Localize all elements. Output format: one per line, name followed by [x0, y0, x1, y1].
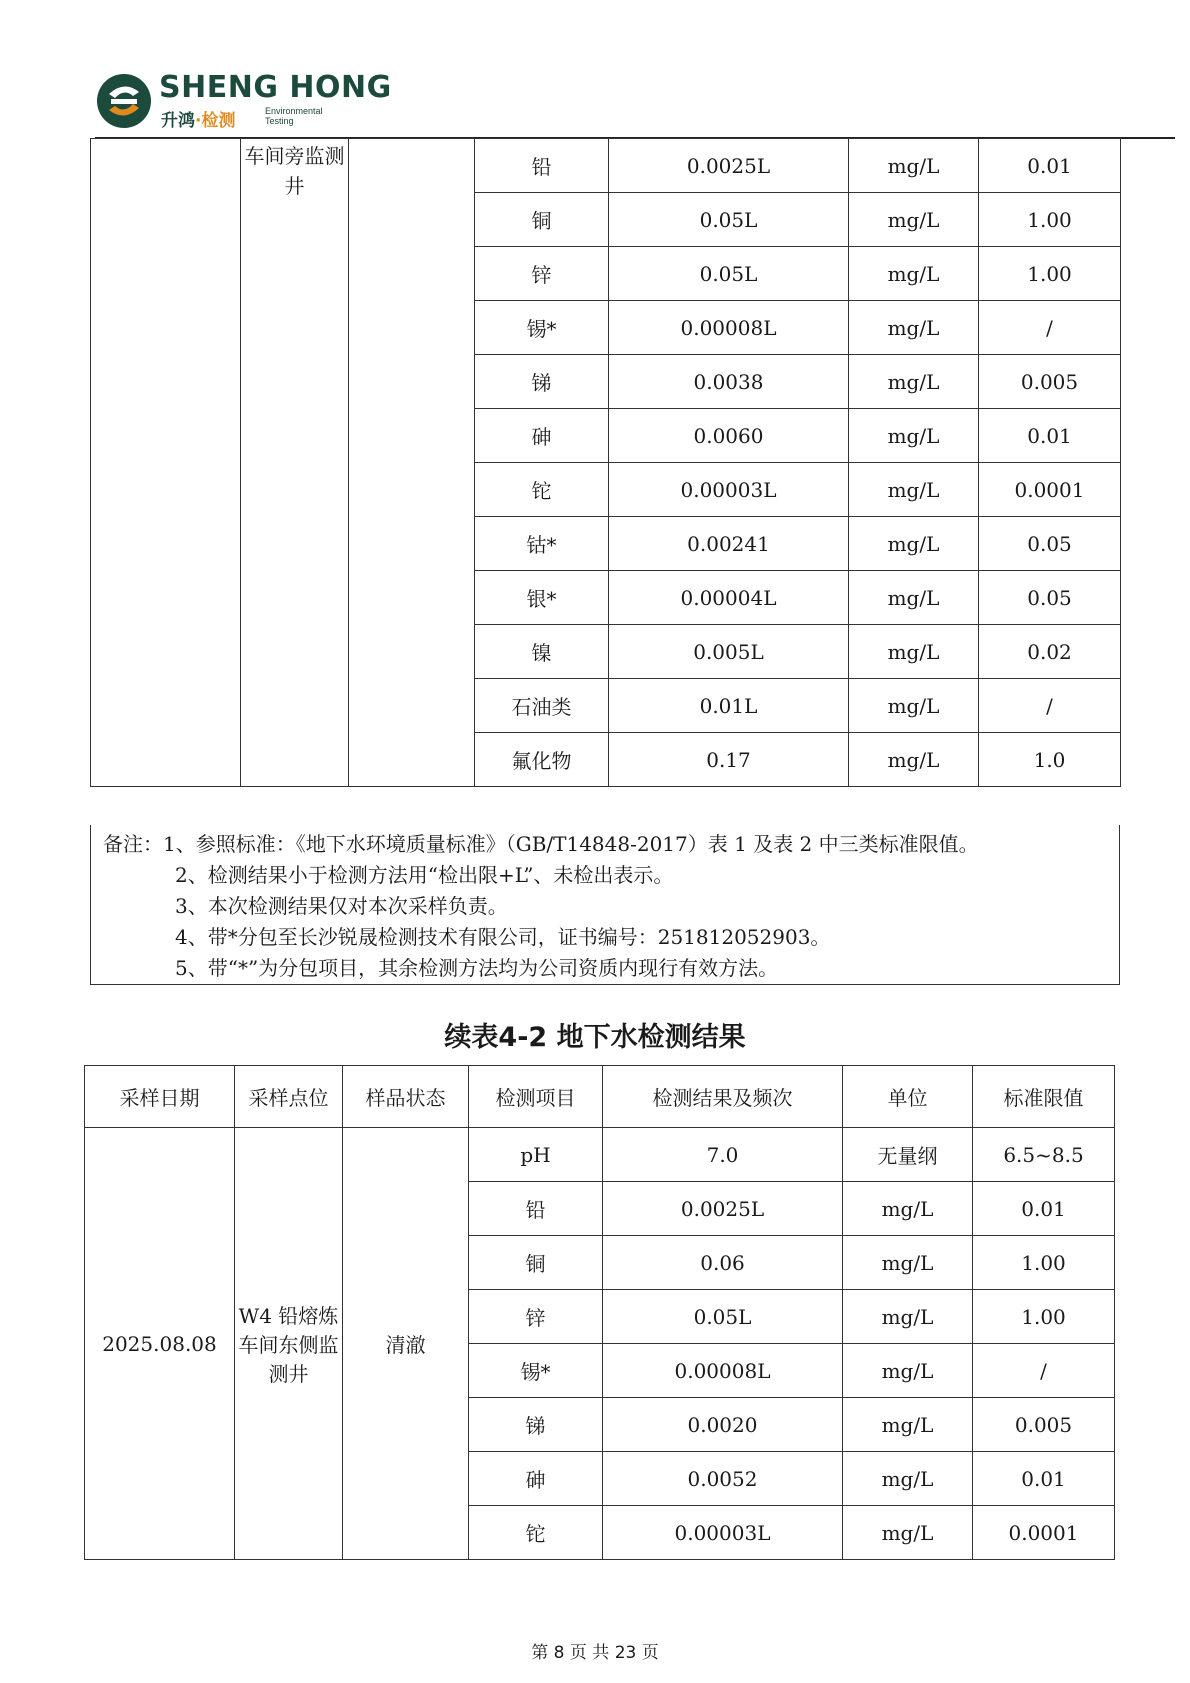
unit-cell: mg/L [849, 517, 979, 571]
item-cell: 铊 [475, 463, 609, 517]
result-cell: 0.05L [609, 247, 849, 301]
item-cell: 锑 [475, 355, 609, 409]
unit-cell: mg/L [843, 1290, 973, 1344]
unit-cell: 无量纲 [843, 1128, 973, 1182]
limit-cell: / [979, 679, 1121, 733]
result-cell: 0.00008L [609, 301, 849, 355]
item-cell: 锡* [469, 1344, 603, 1398]
unit-cell: mg/L [843, 1182, 973, 1236]
result-cell: 0.00004L [609, 571, 849, 625]
item-cell: 氟化物 [475, 733, 609, 787]
header-row [85, 1066, 1115, 1128]
note-1: 1、参照标准：《地下水环境质量标准》（GB/T14848-2017）表 1 及表 2 中三类标准限值。 [163, 832, 979, 856]
limit-cell: 0.05 [979, 571, 1121, 625]
column-header: 检测结果及频次 [603, 1066, 843, 1128]
item-cell: 砷 [469, 1452, 603, 1506]
result-cell: 0.0025L [609, 139, 849, 193]
notes-box [90, 825, 1120, 985]
unit-cell: mg/L [843, 1398, 973, 1452]
limit-cell: 0.0001 [979, 463, 1121, 517]
limit-cell: 0.01 [973, 1452, 1115, 1506]
item-cell: 石油类 [475, 679, 609, 733]
result-cell: 0.00241 [609, 517, 849, 571]
item-cell: 锑 [469, 1398, 603, 1452]
item-cell: pH [469, 1128, 603, 1182]
result-cell: 0.0020 [603, 1398, 843, 1452]
item-cell: 镍 [475, 625, 609, 679]
unit-cell: mg/L [849, 409, 979, 463]
limit-cell: / [973, 1344, 1115, 1398]
unit-cell: mg/L [849, 139, 979, 193]
unit-cell: mg/L [849, 355, 979, 409]
brand-tagline-line1: Environmental [265, 106, 323, 116]
note-4: 4、带*分包至长沙锐晟检测技术有限公司，证书编号：251812052903。 [175, 925, 831, 949]
item-cell: 铜 [469, 1236, 603, 1290]
result-cell: 0.0025L [603, 1182, 843, 1236]
item-cell: 锌 [475, 247, 609, 301]
table-row [91, 139, 1121, 193]
item-cell: 铜 [475, 193, 609, 247]
sampling-point-cell: 车间旁监测井 [241, 139, 349, 787]
result-cell: 7.0 [603, 1128, 843, 1182]
column-header: 单位 [843, 1066, 973, 1128]
column-header: 采样点位 [235, 1066, 343, 1128]
item-cell: 砷 [475, 409, 609, 463]
brand-name-cn [161, 106, 235, 131]
result-cell: 0.17 [609, 733, 849, 787]
unit-cell: mg/L [843, 1506, 973, 1560]
table-caption: 续表4-2 地下水检测结果 [444, 1022, 746, 1053]
limit-cell: 1.00 [973, 1290, 1115, 1344]
result-cell: 0.0038 [609, 355, 849, 409]
brand-cn-part1: 升鸿 [161, 111, 195, 131]
result-cell: 0.05L [603, 1290, 843, 1344]
unit-cell: mg/L [849, 571, 979, 625]
result-cell: 0.0060 [609, 409, 849, 463]
item-cell: 锡* [475, 301, 609, 355]
item-cell: 锌 [469, 1290, 603, 1344]
note-line-1 [103, 829, 1119, 860]
column-header: 检测项目 [469, 1066, 603, 1128]
page-number: 第 8 页 共 23 页 [531, 1643, 659, 1663]
limit-cell: 0.005 [973, 1398, 1115, 1452]
notes-label: 备注： [103, 832, 163, 856]
limit-cell: 1.00 [979, 193, 1121, 247]
unit-cell: mg/L [843, 1236, 973, 1290]
page-header [95, 68, 1175, 136]
limit-cell: 1.00 [979, 247, 1121, 301]
unit-cell: mg/L [849, 247, 979, 301]
limit-cell: 6.5~8.5 [973, 1128, 1115, 1182]
limit-cell: 0.01 [979, 139, 1121, 193]
item-cell: 铅 [475, 139, 609, 193]
limit-cell: / [979, 301, 1121, 355]
result-cell: 0.00008L [603, 1344, 843, 1398]
table-row [85, 1128, 1115, 1182]
limit-cell: 0.05 [979, 517, 1121, 571]
unit-cell: mg/L [843, 1452, 973, 1506]
note-3: 3、本次检测结果仅对本次采样负责。 [175, 894, 508, 918]
limit-cell: 1.00 [973, 1236, 1115, 1290]
item-cell: 钴* [475, 517, 609, 571]
brand-cn-part2: 检测 [201, 111, 236, 131]
result-cell: 0.0052 [603, 1452, 843, 1506]
sampling-date-cell: 2025.08.08 [85, 1128, 235, 1560]
brand-cn-dot: · [195, 111, 202, 131]
result-cell: 0.06 [603, 1236, 843, 1290]
unit-cell: mg/L [843, 1344, 973, 1398]
unit-cell: mg/L [849, 193, 979, 247]
note-5: 5、带“*”为分包项目，其余检测方法均为公司资质内现行有效方法。 [175, 956, 779, 980]
limit-cell: 0.02 [979, 625, 1121, 679]
column-header: 采样日期 [85, 1066, 235, 1128]
date-cell [91, 139, 241, 787]
column-header: 样品状态 [343, 1066, 469, 1128]
brand-tagline [265, 106, 323, 126]
results-table [84, 1065, 1115, 1560]
limit-cell: 0.01 [979, 409, 1121, 463]
unit-cell: mg/L [849, 733, 979, 787]
sampling-point-cell: W4 铅熔炼车间东侧监测井 [235, 1128, 343, 1560]
limit-cell: 0.01 [973, 1182, 1115, 1236]
unit-cell: mg/L [849, 679, 979, 733]
item-cell: 铊 [469, 1506, 603, 1560]
result-cell: 0.00003L [603, 1506, 843, 1560]
results-table-continued [90, 138, 1121, 787]
column-header: 标准限值 [973, 1066, 1115, 1128]
brand-name: SHENG HONG [159, 70, 392, 105]
company-logo-icon [95, 72, 153, 130]
limit-cell: 1.0 [979, 733, 1121, 787]
limit-cell: 0.0001 [973, 1506, 1115, 1560]
brand-tagline-line2: Testing [265, 116, 294, 126]
item-cell: 银* [475, 571, 609, 625]
note-2: 2、检测结果小于检测方法用“检出限+L”、未检出表示。 [175, 863, 674, 887]
sample-state-cell: 清澈 [343, 1128, 469, 1560]
unit-cell: mg/L [849, 625, 979, 679]
result-cell: 0.00003L [609, 463, 849, 517]
sample-state-cell [349, 139, 475, 787]
unit-cell: mg/L [849, 301, 979, 355]
result-cell: 0.01L [609, 679, 849, 733]
unit-cell: mg/L [849, 463, 979, 517]
result-cell: 0.005L [609, 625, 849, 679]
result-cell: 0.05L [609, 193, 849, 247]
limit-cell: 0.005 [979, 355, 1121, 409]
item-cell: 铅 [469, 1182, 603, 1236]
